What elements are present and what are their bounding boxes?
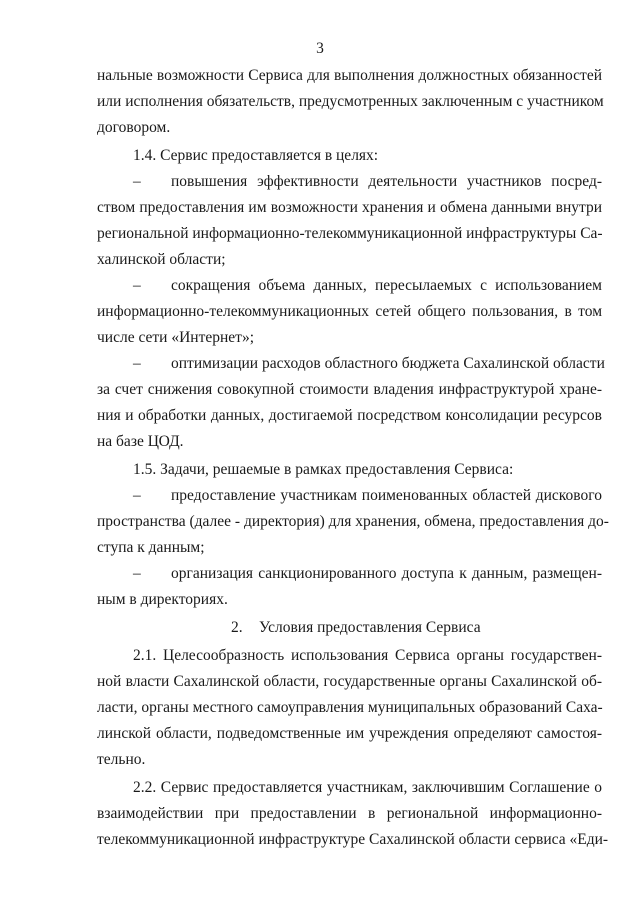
text-line: повышения эффективности деятельности участников посред- — [171, 173, 602, 190]
text-line: сокращения объема данных, пересылаемых с использованием — [171, 277, 602, 294]
text-line: ступа к данным; — [97, 539, 205, 556]
text-line: информационно-телекоммуникационных сетей общего пользования, в том — [97, 303, 602, 320]
text-line: линской области, подведомственные им учреждения определяют самостоя- — [97, 725, 602, 742]
page-number: 3 — [316, 40, 324, 57]
text-line: оптимизации расходов областного бюджета Сахалинской области — [171, 355, 605, 372]
list-bullet: – — [133, 487, 141, 504]
text-line: ством предоставления им возможности хранения и обмена данными внутри — [97, 199, 602, 216]
section-number: 2. — [231, 619, 243, 636]
list-bullet: – — [133, 355, 141, 372]
text-line: на базе ЦОД. — [97, 433, 184, 450]
text-line: или исполнения обязательств, предусмотренных заключенным с участником — [97, 93, 604, 110]
clause-2-1: 2.1. Целесообразность использования Сервиса органы государствен- — [133, 647, 602, 664]
text-line: ния и обработки данных, достигаемой посредством консолидации ресурсов — [97, 407, 602, 424]
text-line: ной власти Сахалинской области, государственные органы Сахалинской об- — [97, 673, 602, 690]
text-line: взаимодействии при предоставлении в региональной информационно- — [97, 805, 602, 822]
text-line: телекоммуникационной инфраструктуре Сахалинской области сервиса «Еди- — [97, 831, 609, 848]
clause-1-4: 1.4. Сервис предоставляется в целях: — [133, 147, 379, 164]
list-bullet: – — [133, 277, 141, 294]
section-heading: Условия предоставления Сервиса — [259, 619, 481, 636]
text-line: договором. — [97, 119, 171, 136]
text-line: халинской области; — [97, 251, 226, 268]
clause-1-5: 1.5. Задачи, решаемые в рамках предоставления Сервиса: — [133, 461, 514, 478]
clause-2-2: 2.2. Сервис предоставляется участникам, заключившим Соглашение о — [133, 779, 602, 796]
text-line: организация санкционированного доступа к данным, размещен- — [171, 565, 602, 582]
text-line: числе сети «Интернет»; — [97, 329, 254, 346]
text-line: нальные возможности Сервиса для выполнения должностных обязанностей — [97, 67, 602, 84]
text-line: ласти, органы местного самоуправления муниципальных образований Саха- — [97, 699, 603, 716]
text-line: ным в директориях. — [97, 591, 228, 608]
list-bullet: – — [133, 565, 141, 582]
text-line: за счет снижения совокупной стоимости владения инфраструктурой хране- — [97, 381, 602, 398]
text-line: региональной информационно-телекоммуникационной инфраструктуры Са- — [97, 225, 603, 242]
list-bullet: – — [133, 173, 141, 190]
text-line: пространства (далее - директория) для хранения, обмена, предоставления до- — [97, 513, 609, 530]
text-line: предоставление участникам поименованных областей дискового — [171, 487, 602, 504]
text-line: тельно. — [97, 751, 146, 768]
